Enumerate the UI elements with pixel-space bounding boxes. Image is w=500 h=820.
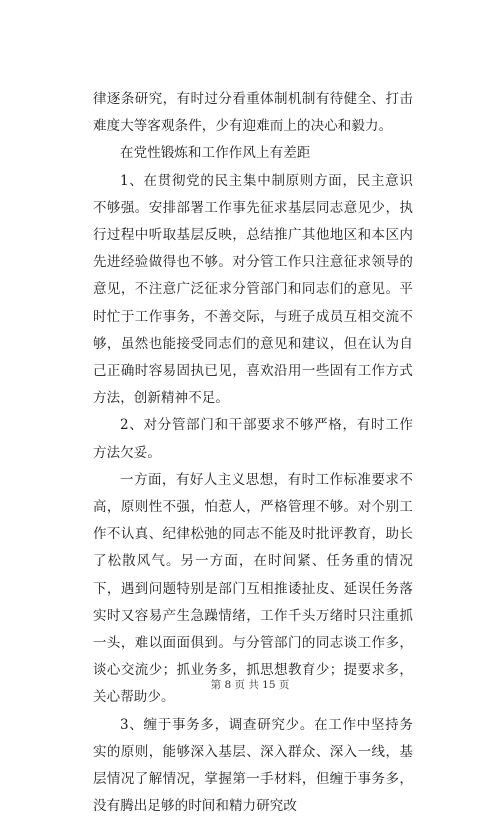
paragraph-continuation: 律逐条研究，有时过分看重体制机制有待健全、打击难度大等客观条件，少有迎难而上的决心和毅力。 — [93, 91, 413, 135]
page-number-footer: 第 8 页 共 15 页 — [210, 679, 290, 691]
paragraph-item-1: 1、在贯彻党的民主集中制原则方面，民主意识不够强。安排部署工作事先征求基层同志意见少，执行过程中听取基层反映，总结推广其他地区和本区内先进经验做得也不够。对分管工作只注意征求领导的意见，不注意广泛征求分管部门和同志们的意见。平时忙于工作事务，不善交际，与班子成员互相交流不够，虽然也能接受同志们的意见和建议，但在认为自己正确时容易固执已见，喜欢沿用一些固有工作方式方法，创新精神不足。 — [93, 172, 413, 407]
paragraph-item-2: 2、对分管部门和干部要求不够严格，有时工作方法欠妥。 — [93, 417, 413, 461]
section-heading: 在党性锻炼和工作作风上有差距 — [120, 145, 311, 162]
paragraph-item-3: 3、缠于事务多，调查研究少。在工作中坚持务实的原则，能够深入基层、深入群众、深入一线，基层情况了解情况，掌握第一手材料，但缠于事务多，没有腾出足够的时间和精力研究改 — [93, 716, 413, 815]
paragraph-item-2-detail: 一方面，有好人主义思想，有时工作标准要求不高，原则性不强，怕惹人，严格管理不够。对个别工作不认真、纪律松弛的同志不能及时批评教育，助长了松散风气。另一方面，在时间紧、任务重的情况下，遇到问题特别是部门互相推诿扯皮、延误任务落实时又容易产生急躁情绪，工作千头万绪时只注重抓一头，难以面面俱到。与分管部门的同志谈工作多，谈心交流少；抓业务多，抓思想教育少；提要求多，关心帮助少。 — [93, 471, 413, 706]
document-body — [93, 86, 413, 820]
